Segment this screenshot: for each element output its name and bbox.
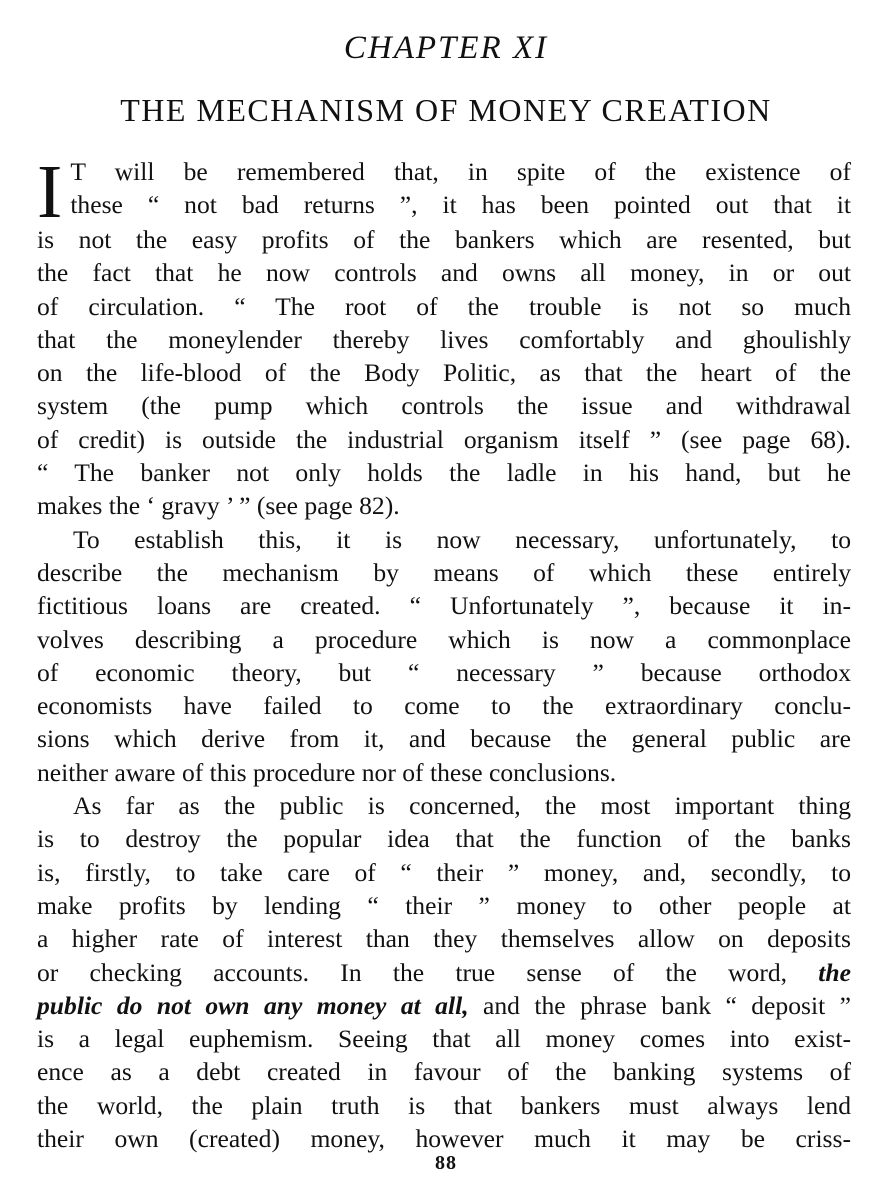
text-line: To establish this, it is now necessary, unfortunately, to bbox=[73, 524, 851, 554]
text-line: As far as the public is concerned, the most important thing bbox=[73, 791, 851, 821]
paragraph-3 bbox=[37, 789, 851, 1155]
text-line: is, firstly, to take care of “ their ” money, and, secondly, to bbox=[37, 857, 851, 887]
text-line: a higher rate of interest than they themselves allow on deposits bbox=[37, 924, 851, 954]
paragraph-1 bbox=[37, 150, 851, 523]
text-line: the world, the plain truth is that bankers must always lend bbox=[37, 1090, 851, 1120]
text-line: T will be remembered that, in spite of the existence of bbox=[70, 157, 851, 186]
text-line: of economic theory, but “ necessary ” because orthodox bbox=[37, 657, 851, 687]
text-line: is not the easy profits of the bankers which are resented, but bbox=[37, 225, 851, 254]
emphasis-text: the bbox=[818, 957, 851, 987]
text-line: ence as a debt created in favour of the banking systems of bbox=[37, 1057, 851, 1087]
text-line: describe the mechanism by means of which these entirely bbox=[37, 557, 851, 587]
text-span: and the phrase bank “ deposit ” bbox=[468, 990, 851, 1020]
text-line: on the life-blood of the Body Politic, as that the heart of the bbox=[37, 358, 851, 388]
text-span: or checking accounts. In the true sense of the word, bbox=[37, 957, 788, 987]
text-line: volves describing a procedure which is now a commonplace bbox=[37, 624, 851, 654]
text-line: fictitious loans are created. “ Unfortunately ”, because it in- bbox=[37, 591, 851, 621]
text-line: the fact that he now controls and owns all money, in or out bbox=[37, 258, 851, 288]
page-number: 88 bbox=[435, 1152, 457, 1174]
text-line: is a legal euphemism. Seeing that all money comes into exist- bbox=[37, 1024, 851, 1054]
text-line bbox=[37, 989, 851, 1022]
text-line: of credit) is outside the industrial organism itself ” (see page 68). bbox=[37, 424, 851, 454]
text-line: economists have failed to come to the extraordinary conclu- bbox=[37, 691, 851, 721]
drop-cap: I bbox=[37, 150, 63, 234]
text-line: of circulation. “ The root of the trouble is not so much bbox=[37, 291, 851, 321]
text-line: sions which derive from it, and because the general public are bbox=[37, 724, 851, 754]
text-line: neither aware of this procedure nor of these conclusions. bbox=[37, 757, 617, 787]
paragraph-2 bbox=[37, 523, 851, 789]
text-line: that the moneylender thereby lives comfortably and ghoulishly bbox=[37, 324, 851, 354]
text-line: is to destroy the popular idea that the function of the banks bbox=[37, 824, 851, 854]
text-line: make profits by lending “ their ” money to other people at bbox=[37, 890, 851, 920]
text-line: makes the ‘ gravy ’ ” (see page 82). bbox=[37, 491, 400, 521]
text-line: “ The banker not only holds the ladle in his hand, but he bbox=[37, 458, 851, 488]
text-line: system (the pump which controls the issue and withdrawal bbox=[37, 391, 851, 421]
text-line: these “ not bad returns ”, it has been pointed out that it bbox=[70, 190, 851, 220]
chapter-heading: CHAPTER XI bbox=[343, 30, 549, 66]
body-text bbox=[37, 150, 851, 1155]
text-line bbox=[37, 956, 851, 989]
chapter-title: THE MECHANISM OF MONEY CREATION bbox=[120, 92, 772, 128]
text-line: their own (created) money, however much it may be criss- bbox=[37, 1124, 851, 1154]
emphasis-text: public do not own any money at all, bbox=[37, 990, 469, 1020]
